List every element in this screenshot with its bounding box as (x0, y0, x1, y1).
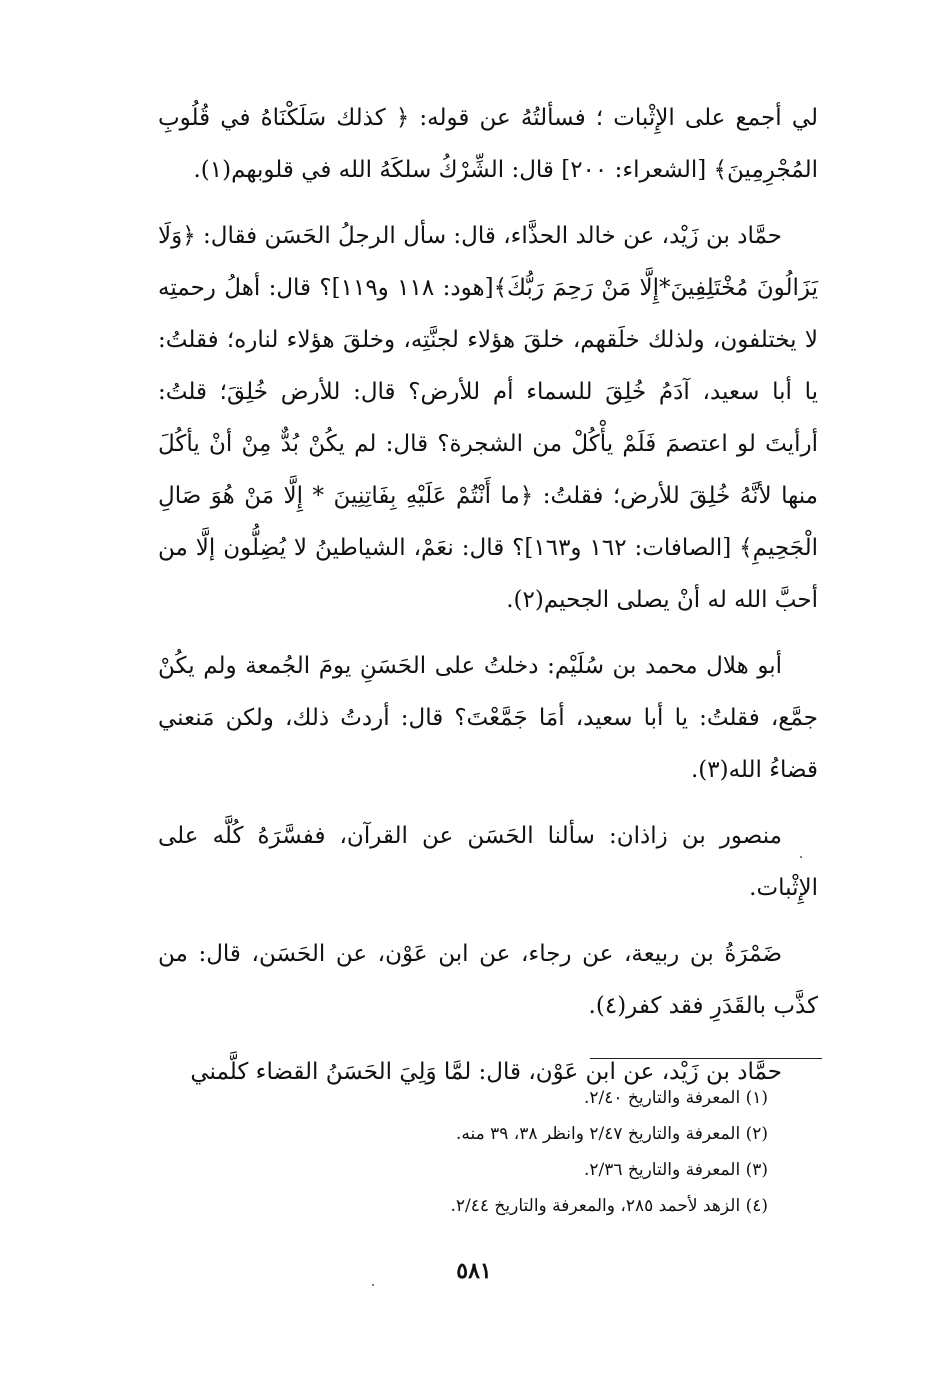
footnote-2: (٢) المعرفة والتاريخ ٢/٤٧ وانظر ٣٨، ٣٩ منه. (455, 1124, 768, 1144)
scan-speck (372, 1284, 374, 1286)
page-number: ٥٨١ (456, 1258, 492, 1284)
footnote-4: (٤) الزهد لأحمد ٢٨٥، والمعرفة والتاريخ ٢/٤٤. (450, 1196, 768, 1216)
paragraph-damra: ضَمْرَةُ بن ربيعة، عن رجاء، عن ابن عَوْن، عن الحَسَن، قال: من كذَّب بالقَدَرِ فقد كفر(٤). (158, 941, 818, 1019)
footnote-separator (590, 1058, 822, 1059)
scan-speck (800, 856, 802, 858)
footnote-1: (١) المعرفة والتاريخ ٢/٤٠. (583, 1088, 768, 1108)
paragraph-abu-hilal: أبو هلال محمد بن سُلَيْم: دخلتُ على الحَسَنِ يومَ الجُمعة ولم يكُنْ جمَّع، فقلتُ: يا أبا سعيد، أمَا جَمَّعْتَ؟ قال: أردتُ ذلك، ولكن مَنعني قضاءُ الله(٣). (158, 653, 818, 783)
paragraph-hammad-khalid: حمَّاد بن زَيْد، عن خالد الحذَّاء، قال: سأل الرجلُ الحَسَن فقال: ﴿وَلَا يَزَالُونَ مُخْتَلِفِينَ*إِلَّا مَنْ رَحِمَ رَبُّكَ﴾[هود: ١١٨ و١١٩]؟ قال: أهلُ رحمتِه لا يختلفون، ولذلك خلَقهم، خلقَ هؤلاء لجنَّتِه، وخلقَ هؤلاء لناره؛ فقلتُ: يا أبا سعيد، آدَمُ خُلِقَ للسماء أم للأرض؟ قال: للأرض خُلِقَ؛ قلتُ: أرأيتَ لو اعتصمَ فَلَمْ يأْكُلْ من الشجرة؟ قال: لم يكُنْ بُدٌّ مِنْ أنْ يأكُلَ منها لأنَّهُ خُلِقَ للأرض؛ فقلتُ: ﴿ما أَنْتُمْ عَلَيْهِ بِفَاتِنِينَ * إِلَّا مَنْ هُوَ صَالِ الْجَحِيمِ﴾ [الصافات: ١٦٢ و١٦٣]؟ قال: نعَمْ، الشياطينُ لا يُضِلُّون إلَّا من أحبَّ الله له أنْ يصلى الجحيم(٢). (158, 223, 818, 613)
footnotes (158, 1080, 768, 1224)
footnote-3: (٣) المعرفة والتاريخ ٢/٣٦. (583, 1160, 768, 1180)
paragraph-mansur: منصور بن زاذان: سألنا الحَسَن عن القرآن، ففسَّرَهُ كُلَّه على الإِثْبات. (158, 823, 818, 901)
paragraph-continuation: لي أجمع على الإِثْبات ؛ فسألتُهُ عن قوله: ﴿ كذلك سَلَكْنَاهُ في قُلُوبِ المُجْرِمِينَ﴾ [الشعراء: ٢٠٠] قال: الشِّرْكُ سلكَهُ الله في قلوبهم(١). (158, 105, 818, 183)
main-text (158, 92, 818, 1112)
paragraph-hammad-ibn-awn: حمَّاد بن زَيْد، عن ابن عَوْن، قال: لمَّا وَلِيَ الحَسَنُ القضاء كلَّمني (190, 1059, 782, 1085)
